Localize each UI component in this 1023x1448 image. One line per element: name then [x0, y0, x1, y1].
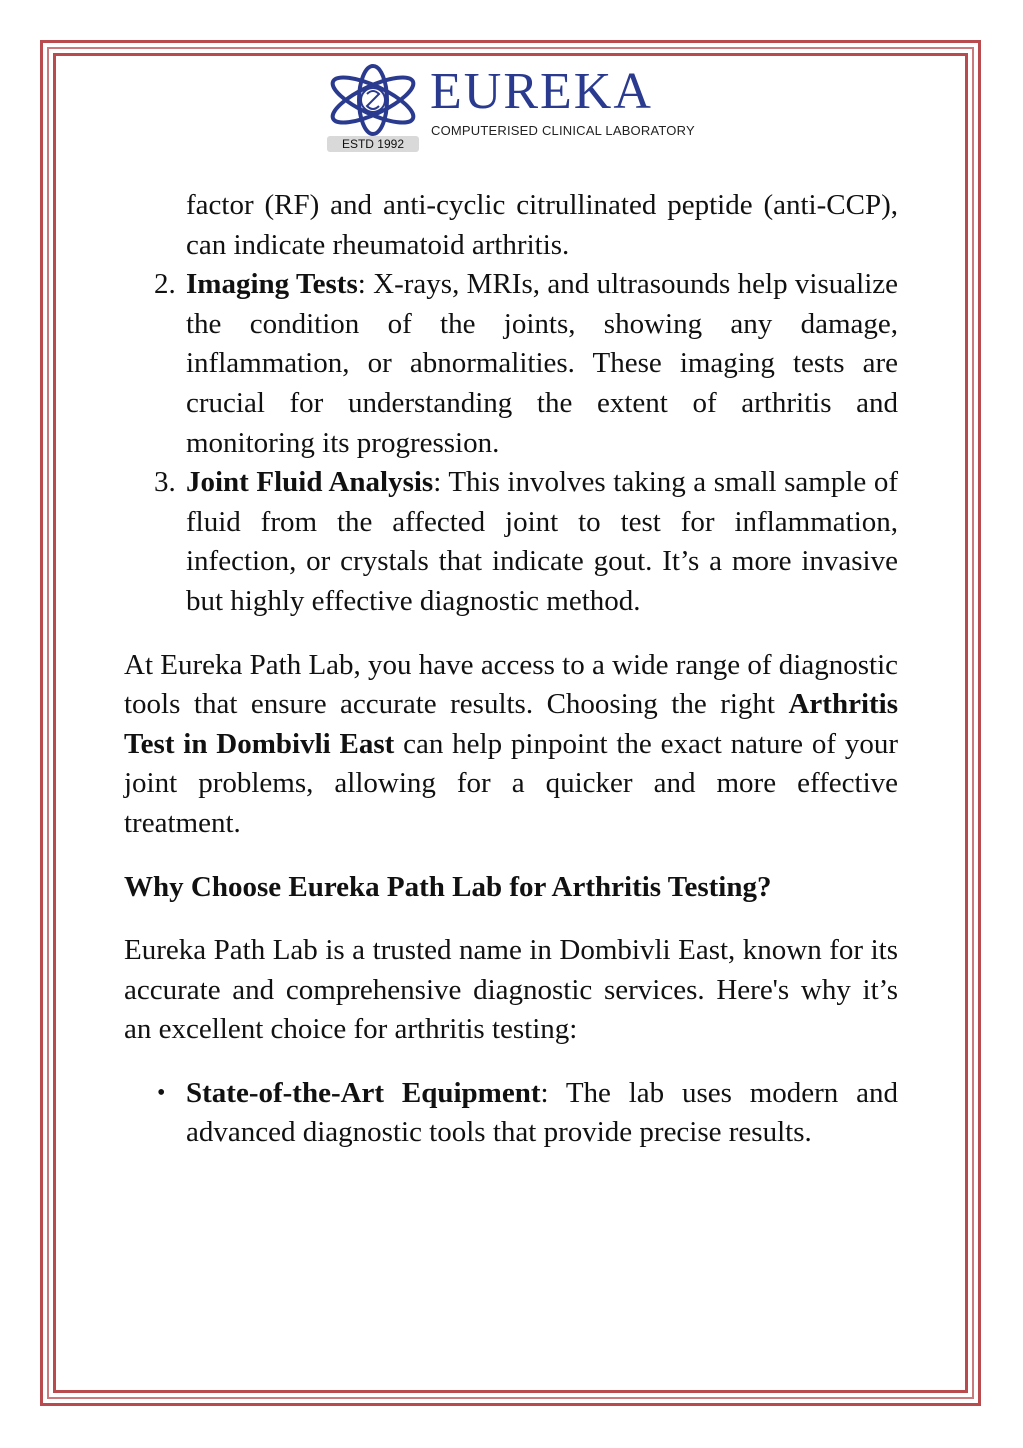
paragraph-text: can help pinpoint the exact nature of your joint problems, allowing for a quicker and more effective treatment. — [124, 727, 898, 839]
bullet-marker: • — [157, 1079, 166, 1106]
paragraph-trusted-name: Eureka Path Lab is a trusted name in Dombivli East, known for its accurate and comprehensive diagnostic services. Here's why it’s an excellent choice for arthritis testing: — [124, 934, 898, 1046]
list-term: Joint Fluid Analysis — [186, 466, 434, 499]
list-text: : X-rays, MRIs, and ultrasounds help visualize the condition of the joints, showing any damage, inflammation, or abnormalities. These imaging tests are crucial for understanding the extent of arthritis and monitoring its progression. — [186, 268, 898, 459]
paragraph-bold-keyword: Arthritis Test in Dombivli East — [124, 688, 898, 760]
logo-subtitle: COMPUTERISED CLINICAL LABORATORY — [431, 123, 695, 138]
paragraph-text: At Eureka Path Lab, you have access to a wide range of diagnostic tools that ensure accurate results. Choosing the right — [124, 648, 898, 721]
list-marker: 3. — [154, 466, 176, 499]
logo-estd-badge: ESTD 1992 — [327, 136, 419, 152]
list-item-joint-fluid-analysis — [124, 463, 898, 621]
list-text: : This involves taking a small sample of fluid from the affected joint to test for inflammation, infection, or crystals that indicate gout. It’s a more invasive but highly effective diagnostic method. — [186, 466, 898, 617]
section-heading: Why Choose Eureka Path Lab for Arthritis Testing? — [124, 870, 772, 903]
bullet-term: State-of-the-Art Equipment — [186, 1076, 541, 1109]
list-marker: 2. — [154, 268, 176, 301]
logo-name: EUREKA — [430, 63, 653, 120]
document-body — [124, 186, 898, 1153]
bullet-item-equipment — [124, 1074, 898, 1153]
bullet-text: : The lab uses modern and advanced diagnostic tools that provide precise results. — [186, 1076, 898, 1149]
list-item-imaging-tests — [124, 265, 898, 463]
eureka-logo — [325, 62, 715, 158]
intro-continuation: factor (RF) and anti-cyclic citrullinated peptide (anti-CCP), can indicate rheumatoid arthritis. — [186, 189, 898, 261]
list-term: Imaging Tests — [186, 268, 358, 301]
paragraph-diagnostic-tools — [124, 646, 898, 844]
atom-icon — [325, 62, 425, 142]
